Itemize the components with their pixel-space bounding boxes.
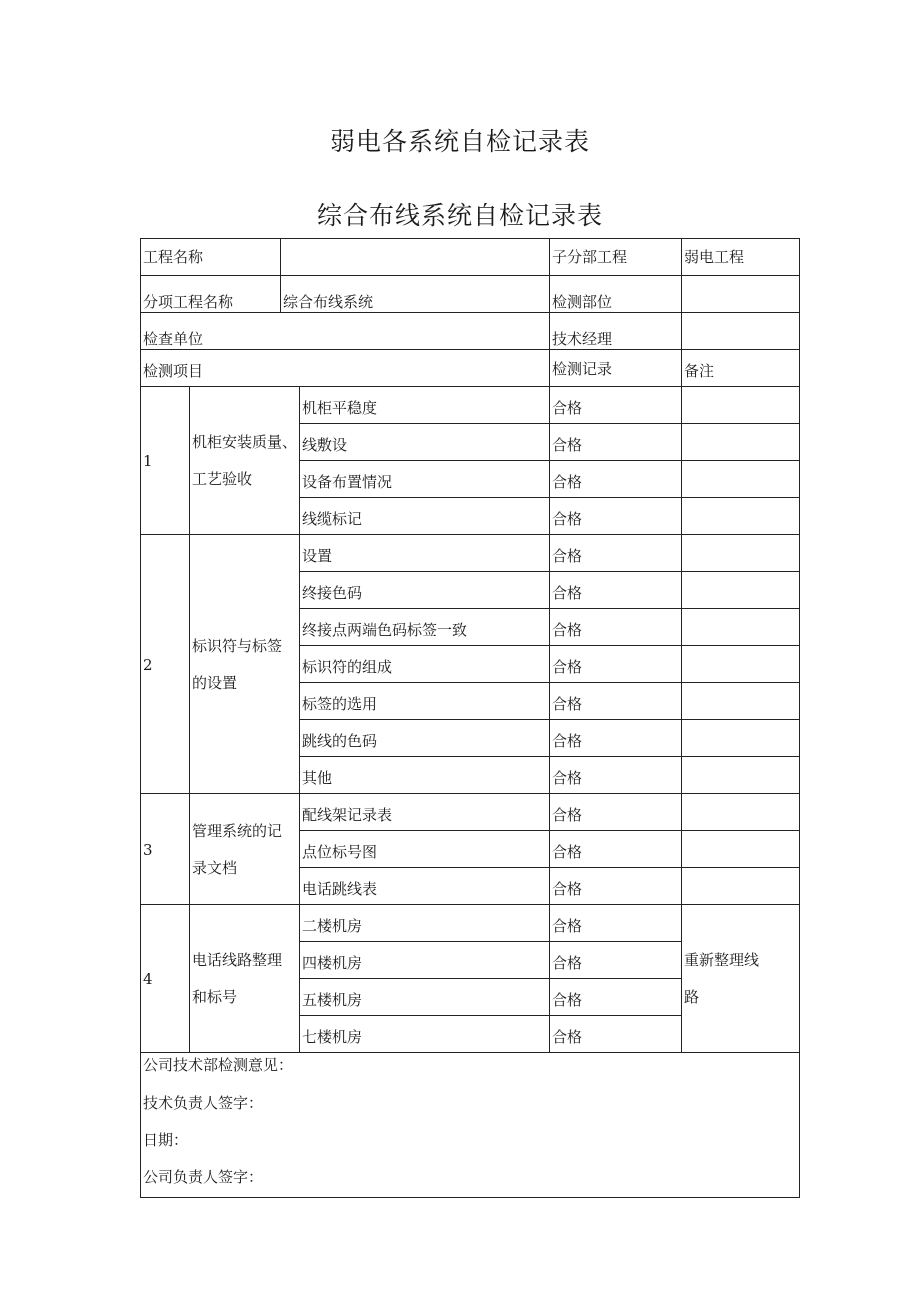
check-result: 合格 bbox=[552, 991, 583, 1009]
test-location-value-cell bbox=[681, 275, 800, 313]
group-number: 4 bbox=[143, 970, 153, 988]
group-category bbox=[192, 813, 282, 887]
test-record-header-cell bbox=[549, 349, 682, 387]
item-name-label-cell bbox=[140, 275, 281, 313]
check-result-cell bbox=[549, 534, 682, 572]
check-result: 合格 bbox=[552, 954, 583, 972]
item-name-value-cell bbox=[280, 275, 550, 313]
remark-cell bbox=[681, 460, 800, 498]
check-result: 合格 bbox=[552, 880, 583, 898]
tech-manager-label-cell bbox=[549, 312, 682, 350]
group-category-cell bbox=[189, 904, 300, 1053]
date-label: 日期： bbox=[143, 1131, 189, 1149]
check-result: 合格 bbox=[552, 510, 583, 528]
remark-cell bbox=[681, 904, 800, 1053]
check-item-name: 标签的选用 bbox=[302, 695, 378, 713]
table-row bbox=[299, 423, 550, 461]
check-result-cell bbox=[549, 719, 682, 757]
remark-line: 路 bbox=[684, 988, 700, 1006]
group-category-line: 电话线路整理 bbox=[192, 951, 283, 969]
remark-cell bbox=[681, 534, 800, 572]
subproject-value-cell bbox=[681, 238, 800, 276]
group-number: 1 bbox=[143, 452, 153, 470]
check-result-cell bbox=[549, 941, 682, 979]
check-item-name: 二楼机房 bbox=[302, 917, 363, 935]
remark-cell bbox=[681, 645, 800, 683]
check-item-name: 配线架记录表 bbox=[302, 806, 393, 824]
group-number-cell bbox=[140, 904, 190, 1053]
group-number: 2 bbox=[143, 655, 153, 674]
subproject-value: 弱电工程 bbox=[684, 248, 745, 266]
check-item-name: 线敷设 bbox=[302, 436, 348, 454]
remarks-header-cell bbox=[681, 349, 800, 387]
group-category-line: 标识符与标签 bbox=[192, 636, 283, 655]
group-category-line: 的设置 bbox=[192, 673, 238, 692]
check-result-cell bbox=[549, 1015, 682, 1053]
check-result-cell bbox=[549, 867, 682, 905]
group-category-cell bbox=[189, 793, 300, 905]
check-item-name: 终接点两端色码标签一致 bbox=[302, 621, 468, 639]
project-name-label-cell bbox=[140, 238, 281, 276]
remark-line: 重新整理线 bbox=[684, 951, 760, 969]
check-item-name: 电话跳线表 bbox=[302, 880, 378, 898]
item-name-value: 综合布线系统 bbox=[283, 293, 374, 311]
test-location-label: 检测部位 bbox=[552, 293, 613, 311]
remark-cell bbox=[681, 756, 800, 794]
group-category-line: 录文档 bbox=[192, 858, 238, 877]
remark-cell bbox=[681, 719, 800, 757]
group-category-line: 机柜安装质量、 bbox=[192, 433, 298, 451]
test-location-label-cell bbox=[549, 275, 682, 313]
project-name-label: 工程名称 bbox=[143, 248, 204, 266]
page-title: 弱电各系统自检记录表 bbox=[329, 127, 590, 156]
table-row bbox=[299, 756, 550, 794]
check-result: 合格 bbox=[552, 473, 583, 491]
check-result: 合格 bbox=[552, 695, 583, 713]
group-number-cell bbox=[140, 534, 190, 794]
check-result: 合格 bbox=[552, 843, 583, 861]
check-item-name: 线缆标记 bbox=[302, 510, 363, 528]
project-name-value-cell bbox=[280, 238, 550, 276]
remarks-header: 备注 bbox=[684, 362, 715, 380]
check-item-name: 七楼机房 bbox=[302, 1028, 363, 1046]
check-item-name: 其他 bbox=[302, 769, 333, 787]
remark-cell bbox=[681, 830, 800, 868]
test-record-header: 检测记录 bbox=[552, 360, 613, 378]
table-row bbox=[299, 460, 550, 498]
tech-sign-label: 技术负责人签字： bbox=[143, 1094, 264, 1112]
check-item-name: 五楼机房 bbox=[302, 991, 363, 1009]
inspection-unit-label-cell bbox=[140, 312, 550, 350]
table-row bbox=[299, 497, 550, 535]
remark-cell bbox=[681, 793, 800, 831]
remark-cell bbox=[681, 423, 800, 461]
check-result: 合格 bbox=[552, 658, 583, 676]
group-category-line: 管理系统的记 bbox=[192, 821, 283, 840]
check-item-name: 点位标号图 bbox=[302, 843, 378, 861]
check-result-cell bbox=[549, 571, 682, 609]
company-sign-label: 公司负责人签字： bbox=[143, 1168, 264, 1186]
check-result: 合格 bbox=[552, 547, 583, 565]
table-row bbox=[299, 867, 550, 905]
remark-cell bbox=[681, 682, 800, 720]
check-result-cell bbox=[549, 793, 682, 831]
check-result-cell bbox=[549, 682, 682, 720]
table-row bbox=[299, 978, 550, 1016]
table-row bbox=[299, 793, 550, 831]
check-result: 合格 bbox=[552, 1028, 583, 1046]
check-item-name: 四楼机房 bbox=[302, 954, 363, 972]
opinion-label: 公司技术部检测意见： bbox=[143, 1056, 294, 1074]
check-result-cell bbox=[549, 904, 682, 942]
remark-cell bbox=[681, 608, 800, 646]
table-row bbox=[299, 534, 550, 572]
check-result: 合格 bbox=[552, 732, 583, 750]
check-result: 合格 bbox=[552, 399, 583, 417]
footer-signature-block bbox=[140, 1052, 800, 1198]
remark-cell bbox=[681, 571, 800, 609]
check-item-name: 终接色码 bbox=[302, 584, 363, 602]
group-category-cell bbox=[189, 534, 300, 794]
table-row bbox=[299, 719, 550, 757]
tech-manager-label: 技术经理 bbox=[552, 330, 613, 348]
check-result-cell bbox=[549, 608, 682, 646]
tech-manager-value-cell bbox=[681, 312, 800, 350]
check-result-cell bbox=[549, 830, 682, 868]
check-result: 合格 bbox=[552, 806, 583, 824]
table-row bbox=[299, 571, 550, 609]
check-item-name: 跳线的色码 bbox=[302, 732, 378, 750]
check-result-cell bbox=[549, 756, 682, 794]
check-result: 合格 bbox=[552, 917, 583, 935]
check-item-name: 设置 bbox=[302, 547, 333, 565]
check-result: 合格 bbox=[552, 584, 583, 602]
subproject-label-cell bbox=[549, 238, 682, 276]
subproject-label: 子分部工程 bbox=[552, 248, 628, 266]
check-item-name: 标识符的组成 bbox=[302, 658, 393, 676]
group-category bbox=[192, 942, 282, 1016]
group-number-cell bbox=[140, 386, 190, 535]
table-row bbox=[299, 830, 550, 868]
table-row bbox=[299, 941, 550, 979]
table-row bbox=[299, 386, 550, 424]
group-number: 3 bbox=[143, 840, 153, 859]
check-result-cell bbox=[549, 645, 682, 683]
group-remark bbox=[684, 942, 759, 1016]
check-item-name: 设备布置情况 bbox=[302, 473, 393, 491]
check-result-cell bbox=[549, 497, 682, 535]
check-result-cell bbox=[549, 460, 682, 498]
group-category-cell bbox=[189, 386, 300, 535]
table-row bbox=[299, 904, 550, 942]
test-item-header-cell bbox=[140, 349, 550, 387]
remark-cell bbox=[681, 867, 800, 905]
check-result: 合格 bbox=[552, 436, 583, 454]
table-row bbox=[299, 682, 550, 720]
remark-cell bbox=[681, 386, 800, 424]
group-category bbox=[192, 424, 297, 498]
group-number-cell bbox=[140, 793, 190, 905]
check-result-cell bbox=[549, 423, 682, 461]
check-result-cell bbox=[549, 386, 682, 424]
check-result: 合格 bbox=[552, 621, 583, 639]
group-category-line: 工艺验收 bbox=[192, 470, 253, 488]
inspection-unit-label: 检查单位 bbox=[143, 330, 204, 348]
table-row bbox=[299, 608, 550, 646]
group-category bbox=[192, 628, 282, 702]
remark-cell bbox=[681, 497, 800, 535]
check-item-name: 机柜平稳度 bbox=[302, 399, 378, 417]
check-result: 合格 bbox=[552, 769, 583, 787]
form-subtitle: 综合布线系统自检记录表 bbox=[316, 201, 603, 230]
item-name-label: 分项工程名称 bbox=[143, 293, 234, 311]
group-category-line: 和标号 bbox=[192, 988, 238, 1006]
test-item-header: 检测项目 bbox=[143, 362, 204, 380]
table-row bbox=[299, 645, 550, 683]
check-result-cell bbox=[549, 978, 682, 1016]
table-row bbox=[299, 1015, 550, 1053]
